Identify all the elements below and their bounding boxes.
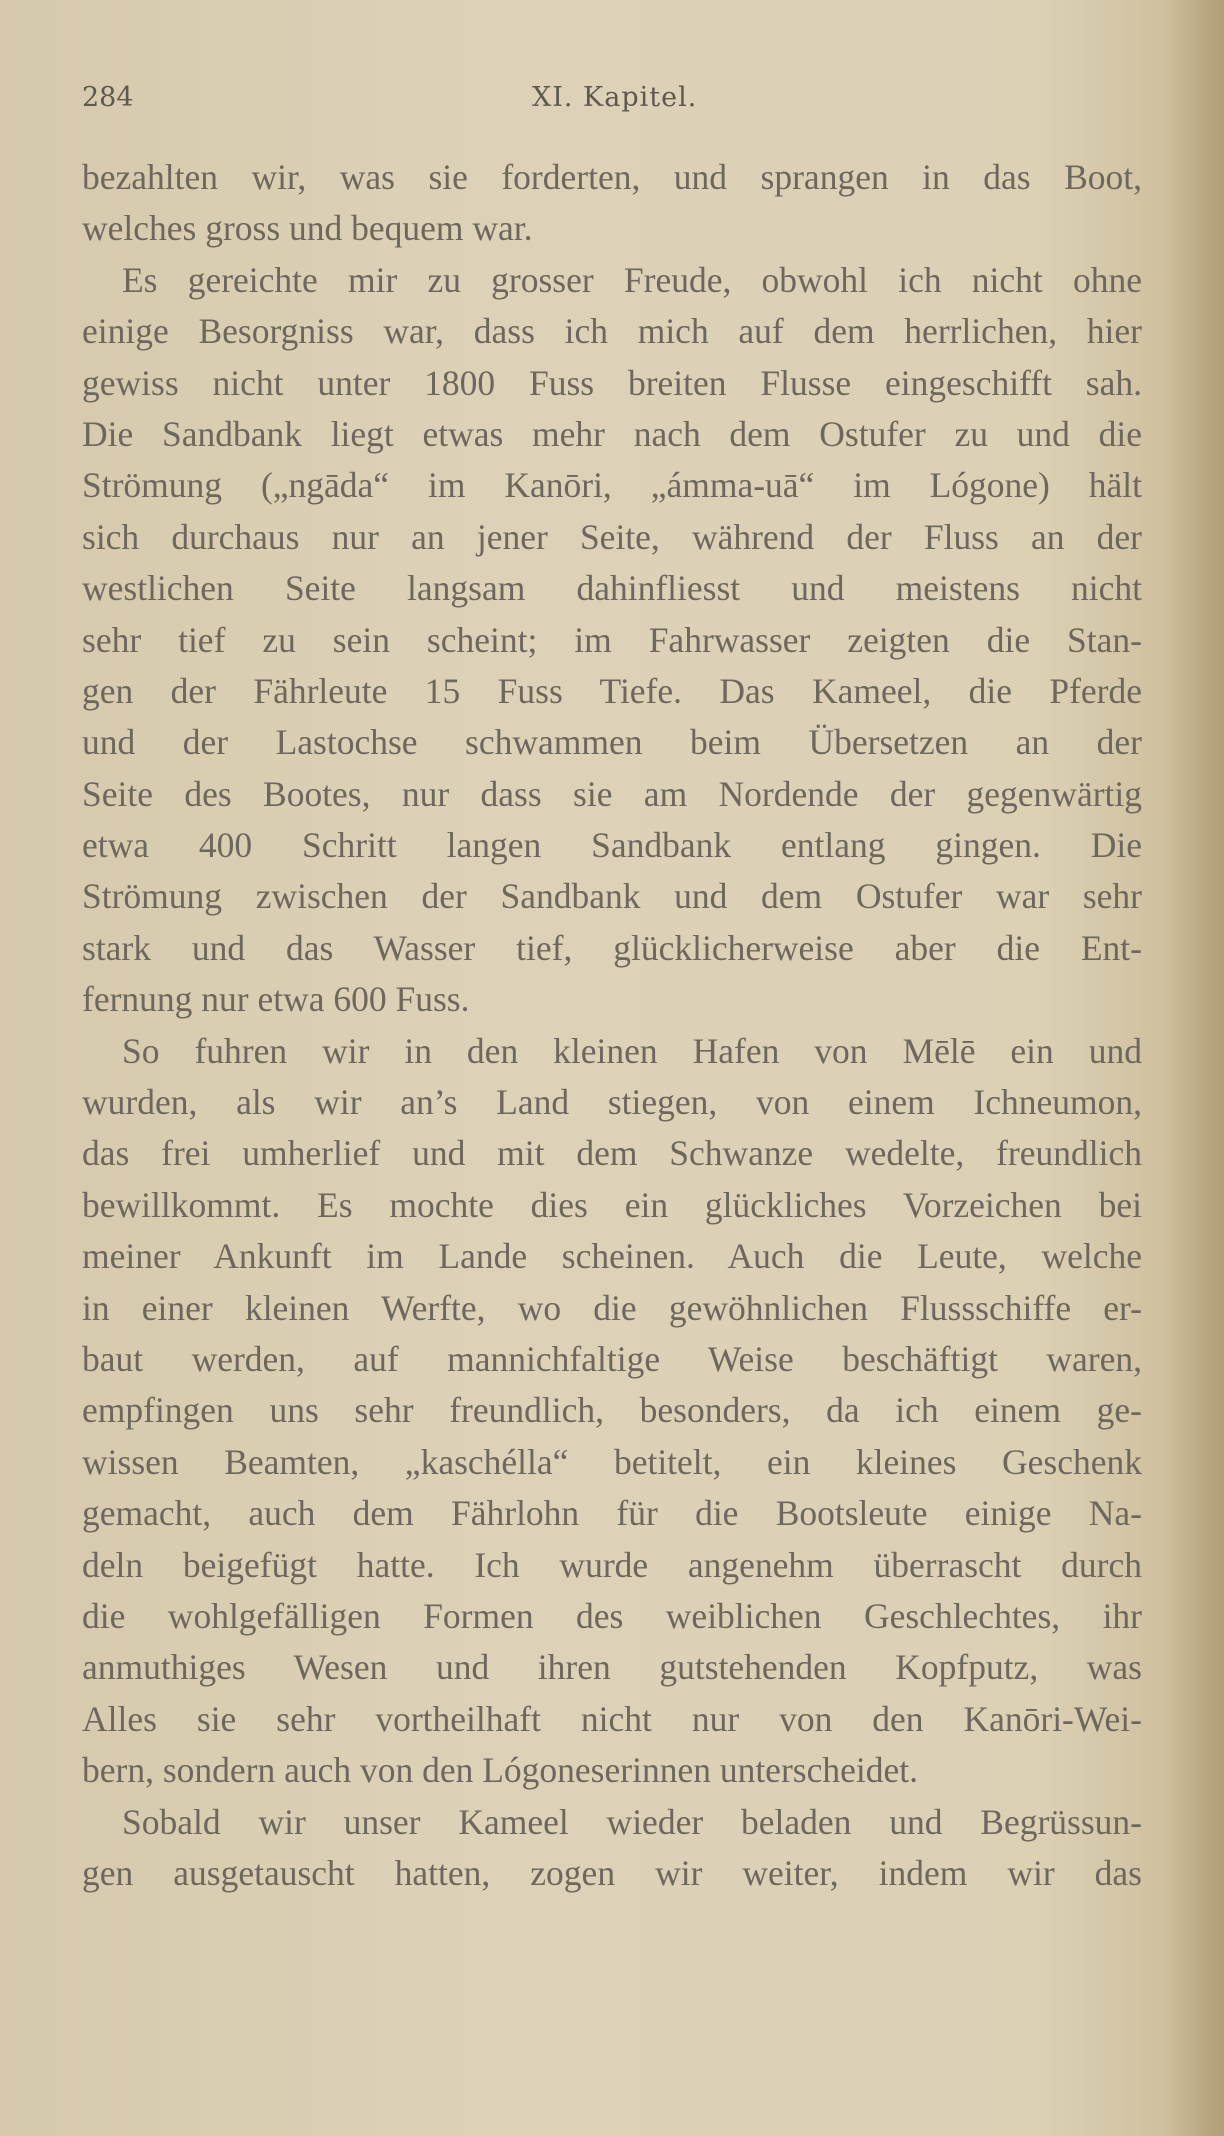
text-line: einige Besorgniss war, dass ich mich auf dem herrlichen, hier [82, 311, 1142, 352]
text-line: Seite des Bootes, nur dass sie am Nordende der gegenwärtig [82, 773, 1142, 814]
text-line: wurden, als wir an’s Land stiegen, von einem Ichneumon, [82, 1082, 1142, 1123]
text-line: Sobald wir unser Kameel wieder beladen und Begrüssun- [122, 1801, 1142, 1842]
text-line: die wohlgefälligen Formen des weiblichen Geschlechtes, ihr [82, 1595, 1142, 1636]
paragraph-2 [82, 255, 1142, 1026]
text-line: meiner Ankunft im Lande scheinen. Auch die Leute, welche [82, 1236, 1142, 1277]
text-line: das frei umherlief und mit dem Schwanze wedelte, freundlich [82, 1133, 1142, 1174]
text-line: in einer kleinen Werfte, wo die gewöhnlichen Flussschiffe er- [82, 1287, 1142, 1328]
text-line: Alles sie sehr vortheilhaft nicht nur von den Kanōri-Wei- [82, 1698, 1142, 1739]
paragraph-4 [82, 1797, 1142, 1900]
text-line: Strömung zwischen der Sandbank und dem Ostufer war sehr [82, 876, 1142, 917]
page-header [82, 82, 1142, 122]
text-line: empfingen uns sehr freundlich, besonders, da ich einem ge- [82, 1390, 1142, 1431]
text-line: etwa 400 Schritt langen Sandbank entlang gingen. Die [82, 825, 1142, 866]
text-line: stark und das Wasser tief, glücklicherweise aber die Ent- [82, 927, 1142, 968]
text-line: bern, sondern auch von den Lógoneserinnen unterscheidet. [82, 1750, 918, 1791]
running-head: XI. Kapitel. [532, 82, 698, 113]
text-line: Es gereichte mir zu grosser Freude, obwohl ich nicht ohne [122, 259, 1142, 300]
text-line: sich durchaus nur an jener Seite, während der Fluss an der [82, 516, 1142, 557]
text-line: westlichen Seite langsam dahinfliesst und meistens nicht [82, 568, 1142, 609]
text-line: So fuhren wir in den kleinen Hafen von Mēlē ein und [122, 1030, 1142, 1071]
text-line: bezahlten wir, was sie forderten, und sprangen in das Boot, [82, 157, 1142, 197]
text-line: gen ausgetauscht hatten, zogen wir weiter, indem wir das [82, 1852, 1142, 1893]
text-line: wissen Beamten, „kaschélla“ betitelt, ein kleines Geschenk [82, 1441, 1142, 1482]
text-line: deln beigefügt hatte. Ich wurde angenehm überrascht durch [82, 1544, 1142, 1585]
text-line: baut werden, auf mannichfaltige Weise beschäftigt waren, [82, 1338, 1142, 1379]
text-line: Die Sandbank liegt etwas mehr nach dem Ostufer zu und die [82, 413, 1142, 454]
text-line: gen der Fährleute 15 Fuss Tiefe. Das Kameel, die Pferde [82, 670, 1142, 711]
text-line: fernung nur etwa 600 Fuss. [82, 979, 470, 1020]
text-line: anmuthiges Wesen und ihren gutstehenden Kopfputz, was [82, 1647, 1142, 1688]
text-line: sehr tief zu sein scheint; im Fahrwasser zeigten die Stan- [82, 619, 1142, 660]
paragraph-3 [82, 1026, 1142, 1797]
paragraph-1 [82, 152, 1142, 255]
page-number: 284 [82, 82, 134, 113]
text-line: welches gross und bequem war. [82, 208, 533, 249]
text-line: gewiss nicht unter 1800 Fuss breiten Flusse eingeschifft sah. [82, 362, 1142, 403]
body-text [82, 152, 1142, 1899]
text-line: und der Lastochse schwammen beim Übersetzen an der [82, 722, 1142, 763]
text-line: Strömung („ngāda“ im Kanōri, „ámma-uā“ im Lógone) hält [82, 465, 1142, 506]
text-line: gemacht, auch dem Fährlohn für die Bootsleute einige Na- [82, 1493, 1142, 1534]
text-line: bewillkommt. Es mochte dies ein glückliches Vorzeichen bei [82, 1184, 1142, 1225]
